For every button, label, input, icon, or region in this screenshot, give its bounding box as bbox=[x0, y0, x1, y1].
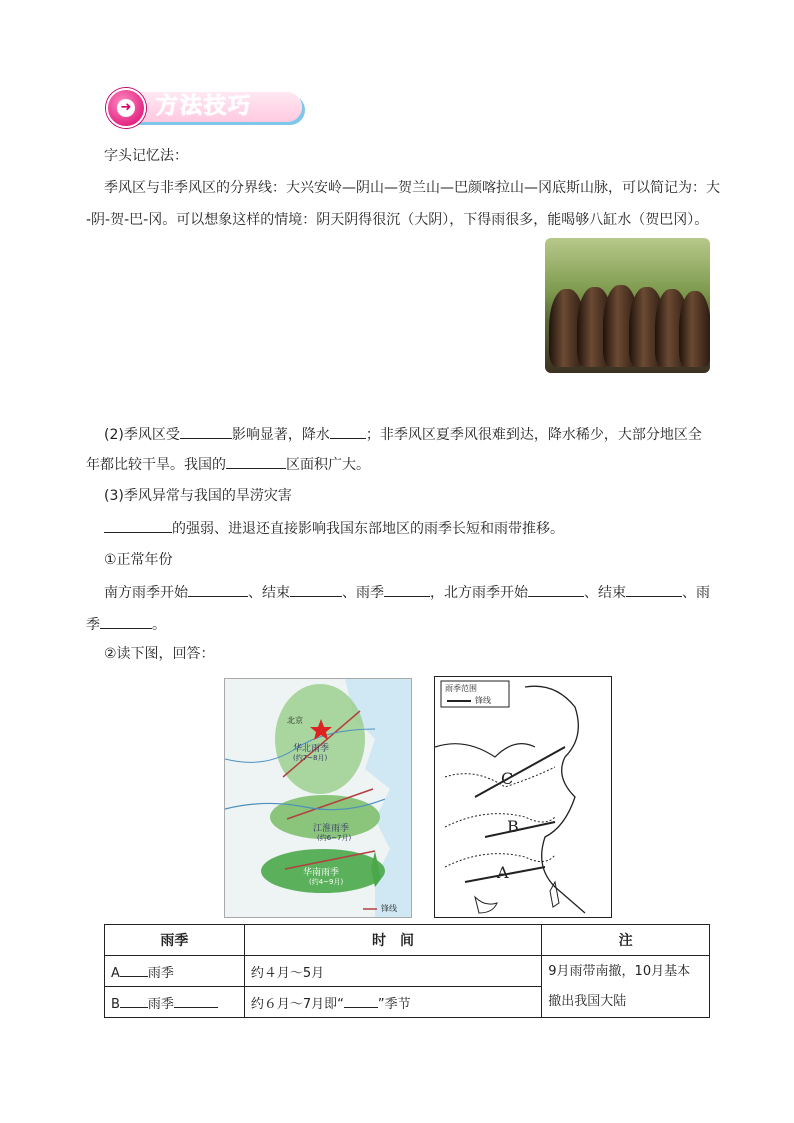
banner-badge bbox=[106, 88, 146, 128]
answer-blank[interactable] bbox=[344, 993, 378, 1008]
legend-title: 雨季范围 bbox=[445, 684, 477, 693]
legend-label: 锋线 bbox=[381, 904, 397, 913]
outline-map bbox=[434, 676, 612, 918]
region-label: 华南雨季 bbox=[303, 868, 340, 878]
q2-line-1 bbox=[104, 424, 702, 445]
fill-text: 、雨季 bbox=[342, 585, 384, 601]
label-c: C bbox=[501, 769, 514, 788]
q3-line bbox=[104, 518, 564, 539]
jars-photo bbox=[545, 238, 710, 373]
region-label: 江淮雨季 bbox=[313, 824, 350, 834]
time-cell bbox=[244, 987, 541, 1018]
jar-shape bbox=[679, 291, 710, 367]
time-text: ”季节 bbox=[377, 996, 411, 1012]
q2-text-5: 区面积广大。 bbox=[286, 457, 370, 473]
answer-blank[interactable] bbox=[120, 993, 148, 1008]
q2-text-4: 年都比较干旱。我国的 bbox=[86, 457, 226, 473]
legend-label: 锋线 bbox=[475, 696, 491, 705]
label-a: A bbox=[497, 863, 509, 882]
answer-blank[interactable] bbox=[528, 582, 584, 597]
normal-year-label: ①正常年份 bbox=[104, 552, 173, 568]
answer-blank[interactable] bbox=[626, 582, 682, 597]
answer-blank[interactable] bbox=[290, 582, 342, 597]
rainy-season-table bbox=[104, 924, 710, 1018]
answer-blank[interactable] bbox=[174, 993, 218, 1008]
q3-line-text: 的强弱、进退还直接影响我国东部地区的雨季长短和雨带推移。 bbox=[172, 521, 564, 537]
answer-blank[interactable] bbox=[330, 424, 366, 439]
coastline bbox=[525, 686, 585, 913]
time-cell: 约４月～5月 bbox=[244, 956, 541, 987]
q2-text-1: (2)季风区受 bbox=[104, 427, 180, 443]
fill-text: 。 bbox=[152, 617, 166, 633]
region-sub-label: (约4~9月) bbox=[309, 878, 344, 886]
fill-text: 季 bbox=[86, 617, 100, 633]
table-row bbox=[105, 956, 710, 987]
region-label: 华北雨季 bbox=[293, 744, 330, 754]
season-prefix: A bbox=[111, 965, 120, 981]
answer-blank[interactable] bbox=[100, 614, 152, 629]
region-sub-label: (约7~8月) bbox=[293, 754, 328, 762]
front-line bbox=[475, 747, 565, 797]
answer-blank[interactable] bbox=[120, 962, 148, 977]
north-china-rain-zone bbox=[275, 684, 365, 794]
fill-text: 、雨 bbox=[682, 585, 710, 601]
fill-text: 、结束 bbox=[584, 585, 626, 601]
normal-year-line-1 bbox=[104, 582, 710, 603]
memory-line-2: -阴-贺-巴-冈。可以想象这样的情境：阴天阴得很沉（大阴），下得雨很多，能喝够八缸水（贺巴冈）。 bbox=[86, 212, 709, 228]
outline-map-svg bbox=[435, 677, 611, 917]
q3-heading: (3)季风异常与我国的旱涝灾害 bbox=[104, 488, 292, 504]
q2-line-2 bbox=[86, 454, 370, 475]
answer-blank[interactable] bbox=[188, 582, 248, 597]
q2-text-2: 影响显著，降水 bbox=[231, 427, 330, 443]
label-b: B bbox=[507, 817, 519, 836]
hainan-island bbox=[475, 897, 497, 913]
season-suffix: 雨季 bbox=[147, 996, 174, 1012]
fill-text: 、结束 bbox=[248, 585, 290, 601]
banner-title: 方法技巧 bbox=[156, 94, 253, 119]
note-cell: 9月雨带南撤，10月基本撤出我国大陆 bbox=[542, 956, 710, 1018]
rainy-season-map bbox=[224, 678, 412, 918]
border-line bbox=[435, 744, 535, 757]
q2-text-3: ；非季风区夏季风很难到达，降水稀少，大部分地区全 bbox=[365, 427, 702, 443]
normal-year-line-2 bbox=[86, 614, 166, 635]
season-cell bbox=[105, 956, 245, 987]
season-suffix: 雨季 bbox=[147, 965, 174, 981]
read-figure-prompt: ②读下图，回答： bbox=[104, 646, 215, 662]
header-cell: 时 间 bbox=[244, 925, 541, 956]
section-banner bbox=[106, 88, 302, 128]
answer-blank[interactable] bbox=[104, 518, 172, 533]
season-prefix: B bbox=[111, 996, 120, 1012]
memory-line-1: 季风区与非季风区的分界线：大兴安岭—阴山—贺兰山—巴颜喀拉山—冈底斯山脉，可以简记为：大 bbox=[104, 180, 720, 196]
header-cell: 注 bbox=[542, 925, 710, 956]
table-header-row bbox=[105, 925, 710, 956]
answer-blank[interactable] bbox=[180, 424, 232, 439]
region-sub-label: (约6~7月) bbox=[317, 834, 352, 842]
fill-text: 南方雨季开始 bbox=[104, 585, 188, 601]
memory-heading: 字头记忆法： bbox=[104, 148, 188, 164]
fill-text: ，北方雨季开始 bbox=[430, 585, 528, 601]
front-line bbox=[485, 822, 555, 837]
arrow-right-icon: ➜ bbox=[117, 99, 135, 117]
beijing-label: 北京 bbox=[287, 716, 303, 725]
time-text: 约６月～7月即“ bbox=[250, 996, 344, 1012]
season-cell bbox=[105, 987, 245, 1018]
header-cell: 雨季 bbox=[105, 925, 245, 956]
answer-blank[interactable] bbox=[226, 454, 286, 469]
answer-blank[interactable] bbox=[384, 582, 430, 597]
